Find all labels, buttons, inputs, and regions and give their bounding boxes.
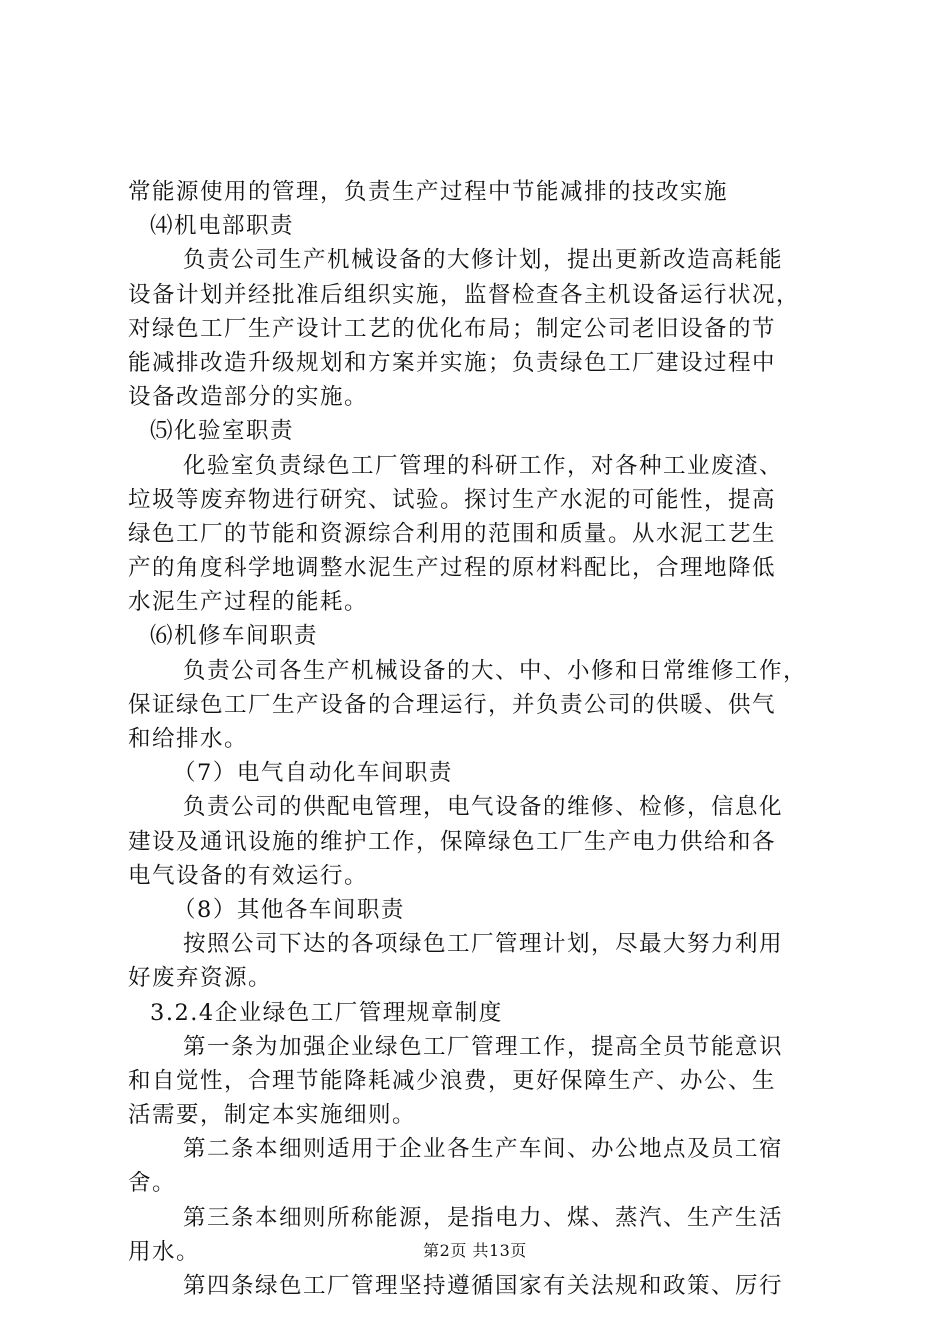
text-line: 负责公司生产机械设备的大修计划，提出更新改造高耗能 <box>183 247 784 274</box>
text-line: 第二条本细则适用于企业各生产车间、办公地点及员工宿 <box>183 1136 784 1163</box>
text-line: 用水。 <box>128 1238 201 1265</box>
text-line: 保证绿色工厂生产设备的合理运行，并负责公司的供暖、供气 <box>128 691 777 718</box>
text-line: 设备改造部分的实施。 <box>128 384 369 411</box>
text-line: 负责公司各生产机械设备的大、中、小修和日常维修工作， <box>183 657 808 684</box>
text-line: 3.2.4企业绿色工厂管理规章制度 <box>150 999 503 1026</box>
text-line: 产的角度科学地调整水泥生产过程的原材料配比，合理地降低 <box>128 555 777 582</box>
text-line: 好废弃资源。 <box>128 965 273 992</box>
text-line: ⑹机修车间职责 <box>150 623 319 650</box>
text-line: 常能源使用的管理，负责生产过程中节能减排的技改实施 <box>128 179 729 205</box>
text-line: 和自觉性，合理节能降耗减少浪费，更好保障生产、办公、生 <box>128 1067 777 1094</box>
page-footer: 第2页 共13页 <box>423 1241 527 1260</box>
text-line: （8）其他各车间职责 <box>173 896 405 923</box>
text-line: 化验室负责绿色工厂管理的科研工作，对各种工业废渣、 <box>183 452 784 479</box>
text-line: 建设及通讯设施的维护工作，保障绿色工厂生产电力供给和各 <box>128 828 777 855</box>
text-line: ⑸化验室职责 <box>150 418 295 445</box>
text-line: 舍。 <box>128 1170 177 1197</box>
text-line: 对绿色工厂生产设计工艺的优化布局；制定公司老旧设备的节 <box>128 315 777 342</box>
text-line: 按照公司下达的各项绿色工厂管理计划，尽最大努力利用 <box>183 931 784 958</box>
text-line: 活需要，制定本实施细则。 <box>128 1102 417 1129</box>
text-line: 绿色工厂的节能和资源综合利用的范围和质量。从水泥工艺生 <box>128 520 777 547</box>
document-body <box>128 175 828 1303</box>
text-line: 垃圾等废弃物进行研究、试验。探讨生产水泥的可能性，提高 <box>128 486 777 513</box>
text-line: 第三条本细则所称能源，是指电力、煤、蒸汽、生产生活 <box>183 1204 784 1231</box>
text-line: 设备计划并经批准后组织实施，监督检查各主机设备运行状况， <box>128 281 801 308</box>
text-line: ⑷机电部职责 <box>150 213 295 240</box>
text-line: 水泥生产过程的能耗。 <box>128 589 369 616</box>
text-line: 第四条绿色工厂管理坚持遵循国家有关法规和政策、厉行 <box>183 1273 784 1299</box>
text-line: 能减排改造升级规划和方案并实施；负责绿色工厂建设过程中 <box>128 349 777 376</box>
text-line: 和给排水。 <box>128 726 249 752</box>
text-line: 负责公司的供配电管理，电气设备的维修、检修，信息化 <box>183 794 784 821</box>
text-line: （7）电气自动化车间职责 <box>173 760 453 787</box>
text-line: 电气设备的有效运行。 <box>128 862 369 889</box>
text-line: 第一条为加强企业绿色工厂管理工作，提高全员节能意识 <box>183 1033 784 1060</box>
